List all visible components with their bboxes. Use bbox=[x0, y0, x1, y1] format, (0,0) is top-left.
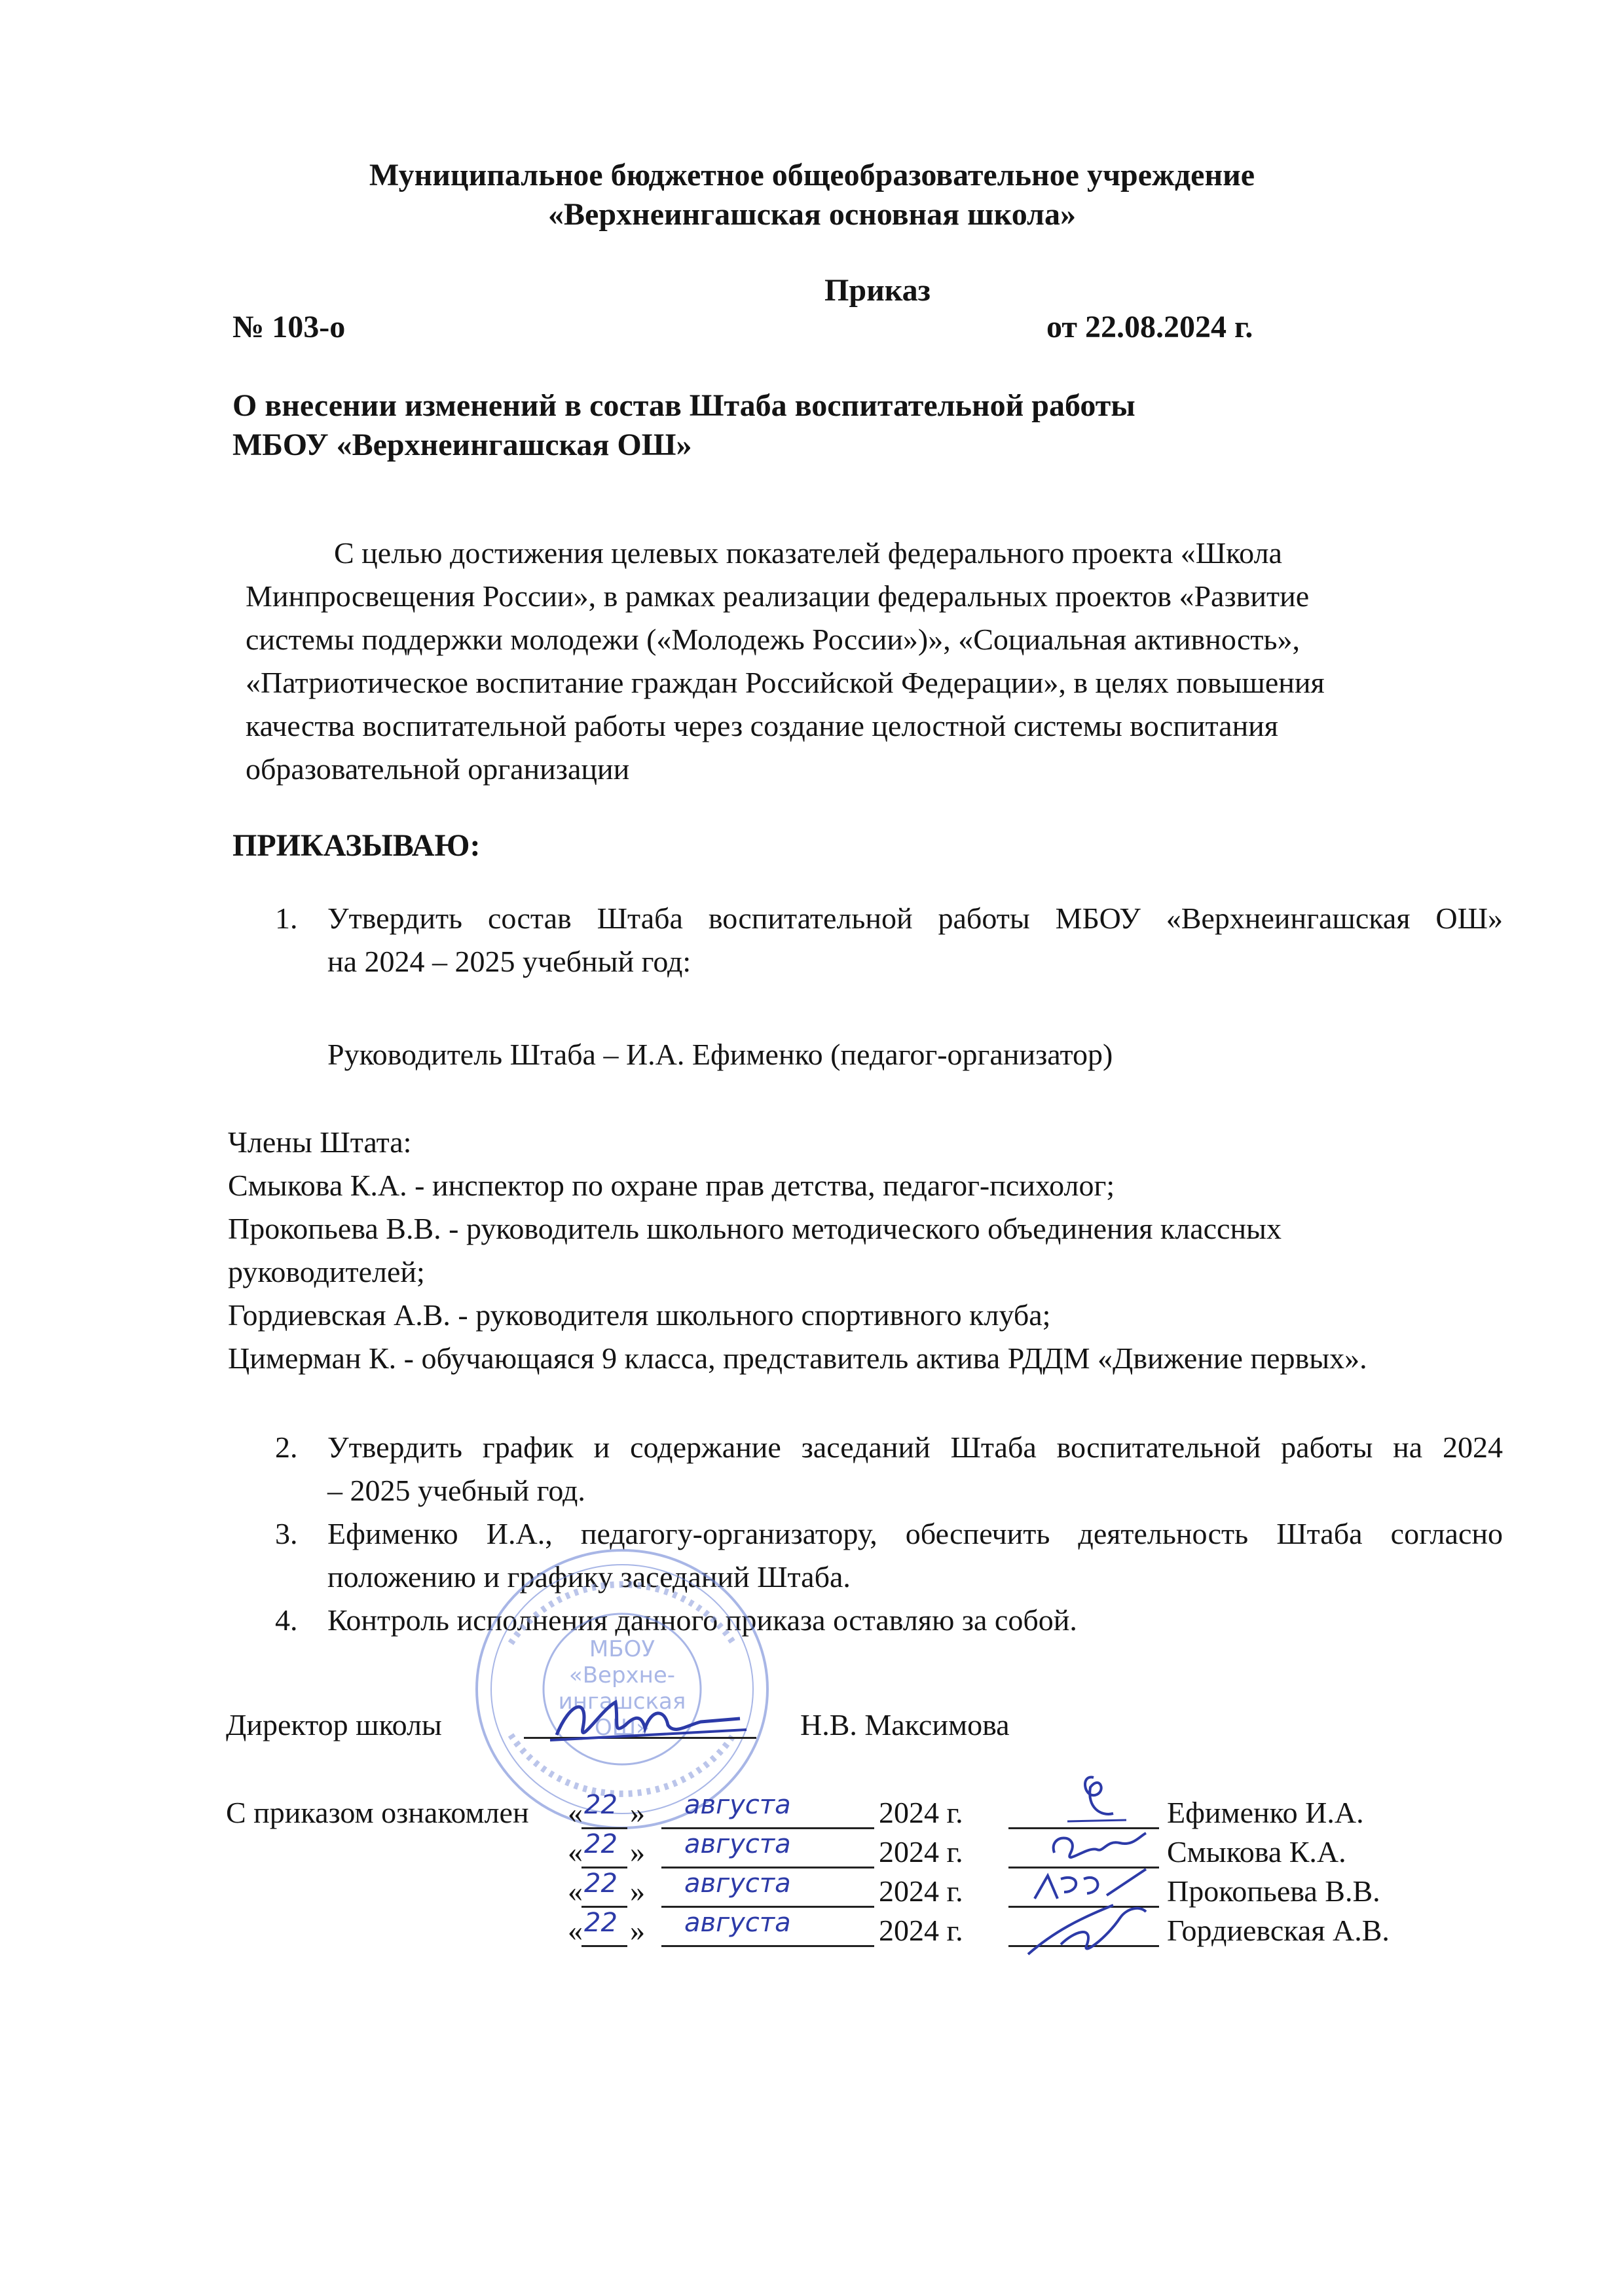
quote-open: « bbox=[568, 1835, 583, 1868]
preamble-line: С целью достижения целевых показателей федерального проекта «Школа bbox=[334, 536, 1282, 570]
seal-text: МБОУ bbox=[589, 1636, 655, 1662]
order-date: от 22.08.2024 г. bbox=[1046, 310, 1253, 344]
item-text: положению и графику заседаний Штаба. bbox=[327, 1560, 851, 1594]
ack-name: Прокопьева В.В. bbox=[1167, 1874, 1380, 1908]
item-text: на 2024 – 2025 учебный год: bbox=[327, 945, 692, 978]
item-number: 1. bbox=[275, 902, 298, 935]
ack-name: Гордиевская А.В. bbox=[1167, 1914, 1390, 1947]
members-title: Члены Штата: bbox=[228, 1125, 412, 1159]
quote-open: « bbox=[568, 1914, 583, 1947]
member-line: Гордиевская А.В. - руководителя школьного спортивного клуба; bbox=[228, 1298, 1051, 1332]
item-number: 3. bbox=[275, 1517, 298, 1550]
order-subject-line1: О внесении изменений в состав Штаба воспитательной работы bbox=[232, 388, 1135, 423]
ack-name: Смыкова К.А. bbox=[1167, 1835, 1346, 1868]
quote-close: » bbox=[630, 1914, 645, 1947]
preamble-line: образовательной организации bbox=[246, 752, 630, 786]
member-line: руководителей; bbox=[228, 1255, 425, 1288]
org-name-line2: «Верхнеингашская основная школа» bbox=[548, 197, 1076, 232]
quote-close: » bbox=[630, 1874, 645, 1908]
order-subject-line2: МБОУ «Верхнеингашская ОШ» bbox=[232, 428, 692, 462]
ack-year: 2024 г. bbox=[879, 1914, 963, 1947]
item-text: Контроль исполнения данного приказа оставляю за собой. bbox=[327, 1603, 1077, 1637]
preamble-line: Минпросвещения России», в рамках реализации федеральных проектов «Развитие bbox=[246, 579, 1310, 613]
ack-day: 22 bbox=[584, 1908, 618, 1938]
quote-open: « bbox=[568, 1796, 583, 1829]
ack-day: 22 bbox=[584, 1790, 618, 1820]
member-line: Смыкова К.А. - инспектор по охране прав детства, педагог-психолог; bbox=[228, 1169, 1115, 1202]
item-text: Ефименко И.А., педагогу-организатору, обеспечить деятельность Штаба согласно bbox=[327, 1517, 1503, 1550]
ack-month: августа bbox=[684, 1868, 791, 1899]
ack-year: 2024 г. bbox=[879, 1874, 963, 1908]
ack-signature bbox=[1054, 1768, 1133, 1830]
day-line bbox=[581, 1945, 627, 1947]
ack-signature bbox=[1015, 1892, 1159, 1964]
item-number: 2. bbox=[275, 1430, 298, 1464]
seal-text: «Верхне- bbox=[568, 1662, 676, 1688]
director-signature bbox=[544, 1689, 753, 1748]
quote-close: » bbox=[630, 1835, 645, 1868]
seal-text: ингашская bbox=[558, 1688, 686, 1715]
org-name-line1: Муниципальное бюджетное общеобразовательное учреждение bbox=[369, 158, 1255, 192]
ack-day: 22 bbox=[584, 1829, 618, 1859]
acknowledgment-label: С приказом ознакомлен bbox=[226, 1796, 529, 1829]
ack-month: августа bbox=[684, 1829, 791, 1859]
quote-open: « bbox=[568, 1874, 583, 1908]
preamble-line: качества воспитательной работы через создание целостной системы воспитания bbox=[246, 709, 1278, 742]
director-label: Директор школы bbox=[226, 1708, 442, 1741]
quote-close: » bbox=[630, 1796, 645, 1829]
preamble-line: «Патриотическое воспитание граждан Российской Федерации», в целях повышения bbox=[246, 666, 1325, 699]
item-text: – 2025 учебный год. bbox=[327, 1474, 585, 1507]
item-number: 4. bbox=[275, 1603, 298, 1637]
item-text: Утвердить график и содержание заседаний Штаба воспитательной работы на 2024 bbox=[327, 1430, 1503, 1464]
director-name: Н.В. Максимова bbox=[800, 1708, 1010, 1741]
order-title: Приказ bbox=[824, 273, 931, 308]
member-line: Цимерман К. - обучающаяся 9 класса, представитель актива РДДМ «Движение первых». bbox=[228, 1341, 1367, 1375]
ack-day: 22 bbox=[584, 1868, 618, 1899]
ack-month: августа bbox=[684, 1790, 791, 1820]
order-word: ПРИКАЗЫВАЮ: bbox=[232, 828, 481, 863]
ack-year: 2024 г. bbox=[879, 1796, 963, 1829]
seal-text: ОШ» bbox=[595, 1715, 650, 1741]
ack-year: 2024 г. bbox=[879, 1835, 963, 1868]
preamble-line: системы поддержки молодежи («Молодежь России»)», «Социальная активность», bbox=[246, 623, 1300, 656]
ack-month: августа bbox=[684, 1908, 791, 1938]
ack-name: Ефименко И.А. bbox=[1167, 1796, 1364, 1829]
member-line: Прокопьева В.В. - руководитель школьного методического объединения классных bbox=[228, 1212, 1282, 1245]
staff-head: Руководитель Штаба – И.А. Ефименко (педагог-организатор) bbox=[327, 1038, 1113, 1071]
item-text: Утвердить состав Штаба воспитательной работы МБОУ «Верхнеингашская ОШ» bbox=[327, 902, 1503, 935]
month-line bbox=[661, 1945, 874, 1947]
order-number: № 103-о bbox=[232, 310, 346, 344]
